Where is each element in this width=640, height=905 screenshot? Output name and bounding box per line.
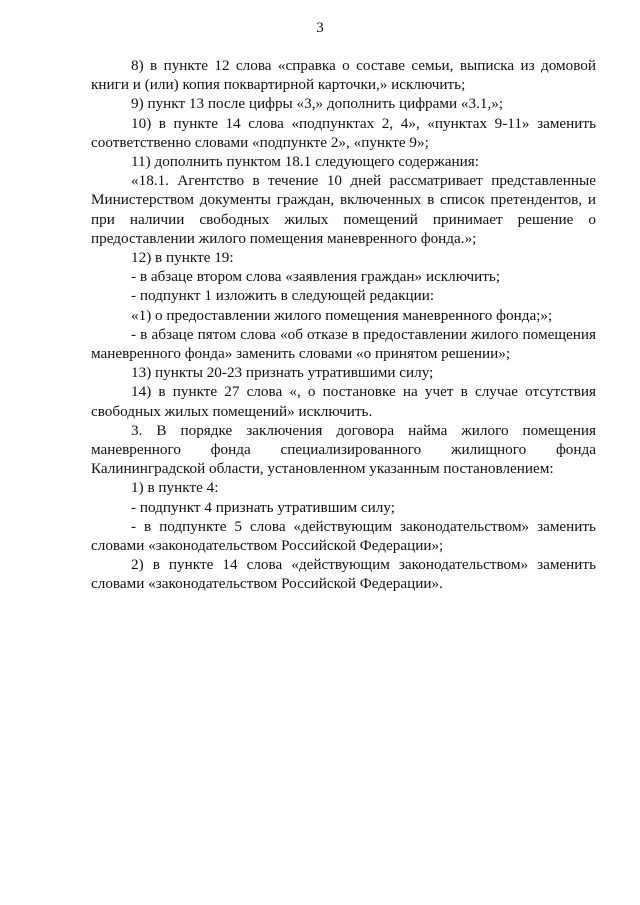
paragraph-section-3-subitem-b: - в подпункте 5 слова «действующим законодательством» заменить словами «законодательством Российской Федерации»;: [91, 517, 596, 555]
paragraph-section-3-subitem-a: - подпункт 4 признать утратившим силу;: [131, 498, 395, 516]
paragraph-section-3-item-1: 1) в пункте 4:: [131, 479, 219, 497]
paragraph-quote-1: «1) о предоставлении жилого помещения маневренного фонда;»;: [131, 306, 553, 324]
paragraph-item-13: 13) пункты 20-23 признать утратившими силу;: [131, 364, 434, 382]
paragraph-item-10: 10) в пункте 14 слова «подпунктах 2, 4», «пунктах 9-11» заменить соответственно словами «подпункте 2», «пункте 9»;: [91, 114, 596, 151]
paragraph-subitem-12-b: - подпункт 1 изложить в следующей редакции:: [131, 287, 435, 305]
paragraph-section-3: 3. В порядке заключения договора найма жилого помещения маневренного фонда специализированного жилищного фонда Калининградской области, установленном указанным постановлением:: [91, 421, 596, 478]
paragraph-subitem-12-c: - в абзаце пятом слова «об отказе в предоставлении жилого помещения маневренного фонда» заменить словами «о принятом решении»;: [91, 325, 596, 363]
paragraph-item-9: 9) пункт 13 после цифры «3,» дополнить цифрами «3.1,»;: [131, 95, 504, 113]
paragraph-subitem-12-a: - в абзаце втором слова «заявления граждан» исключить;: [131, 268, 501, 286]
paragraph-item-12: 12) в пункте 19:: [131, 249, 234, 267]
paragraph-quote-18-1: «18.1. Агентство в течение 10 дней рассматривает представленные Министерством документы граждан, включенных в список претендентов, и при наличии свободных жилых помещений принимает решение о предоставлении жилого помещения маневренного фонда.»;: [91, 172, 596, 247]
paragraph-item-14: 14) в пункте 27 слова «, о постановке на учет в случае отсутствия свободных жилых помещений» исключить.: [91, 383, 596, 420]
paragraph-item-11: 11) дополнить пунктом 18.1 следующего содержания:: [131, 153, 479, 171]
document-body: [91, 56, 596, 594]
paragraph-item-8: 8) в пункте 12 слова «справка о составе семьи, выписка из домовой книги и (или) копия поквартирной карточки,» исключить;: [91, 57, 596, 94]
paragraph-section-3-item-2: 2) в пункте 14 слова «действующим законодательством» заменить словами «законодательством Российской Федерации».: [91, 556, 596, 593]
page-number: 3: [316, 20, 324, 36]
